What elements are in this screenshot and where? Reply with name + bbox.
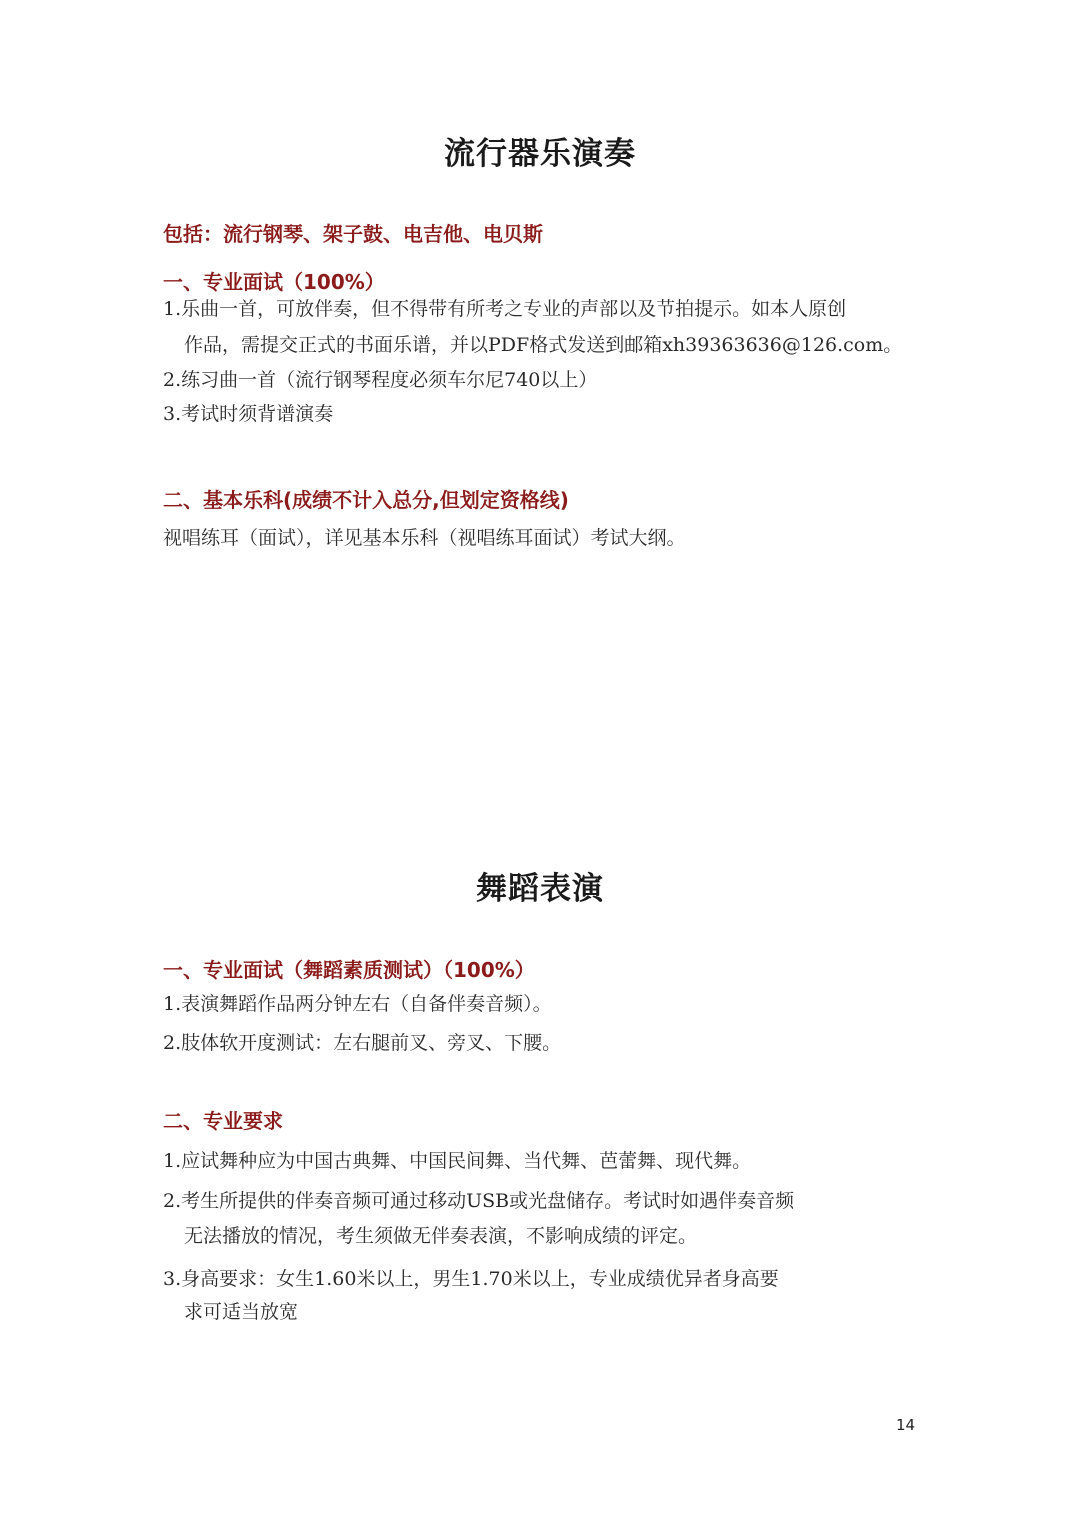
dance-part2-heading: 二、专业要求 bbox=[163, 1109, 283, 1133]
dance-item2: 2.肢体软开度测试：左右腿前叉、旁叉、下腰。 bbox=[163, 1032, 562, 1054]
dance-req-item2-line2: 无法播放的情况，考生须做无伴奏表演，不影响成绩的评定。 bbox=[184, 1225, 698, 1247]
dance-part1-heading: 一、专业面试（舞蹈素质测试）（100%） bbox=[163, 958, 535, 982]
pop-item3: 3.考试时须背谱演奏 bbox=[163, 403, 334, 425]
dance-req-item1: 1.应试舞种应为中国古典舞、中国民间舞、当代舞、芭蕾舞、现代舞。 bbox=[163, 1150, 752, 1172]
dance-item1: 1.表演舞蹈作品两分钟左右（自备伴奏音频）。 bbox=[163, 993, 552, 1015]
pop-item1-line2: 作品，需提交正式的书面乐谱，并以PDF格式发送到邮箱xh39363636@126.com。 bbox=[184, 334, 903, 356]
pop-part2-heading: 二、基本乐科(成绩不计入总分,但划定资格线) bbox=[163, 488, 569, 512]
section-title-pop-instruments: 流行器乐演奏 bbox=[444, 136, 636, 172]
pop-item2: 2.练习曲一首（流行钢琴程度必须车尔尼740以上） bbox=[163, 369, 598, 391]
dance-req-item3-line1: 3.身高要求：女生1.60米以上，男生1.70米以上，专业成绩优异者身高要 bbox=[163, 1268, 779, 1290]
section-title-dance: 舞蹈表演 bbox=[476, 871, 604, 907]
dance-req-item2-line1: 2.考生所提供的伴奏音频可通过移动USB或光盘储存。考试时如遇伴奏音频 bbox=[163, 1190, 795, 1212]
instruments-included: 包括：流行钢琴、架子鼓、电吉他、电贝斯 bbox=[163, 222, 543, 246]
pop-item1-line1: 1.乐曲一首，可放伴奏，但不得带有所考之专业的声部以及节拍提示。如本人原创 bbox=[163, 298, 847, 320]
pop-part1-heading: 一、专业面试（100%） bbox=[163, 270, 385, 294]
pop-part2-text: 视唱练耳（面试），详见基本乐科（视唱练耳面试）考试大纲。 bbox=[163, 527, 686, 549]
page-number: 14 bbox=[896, 1416, 916, 1434]
dance-req-item3-line2: 求可适当放宽 bbox=[184, 1301, 299, 1323]
